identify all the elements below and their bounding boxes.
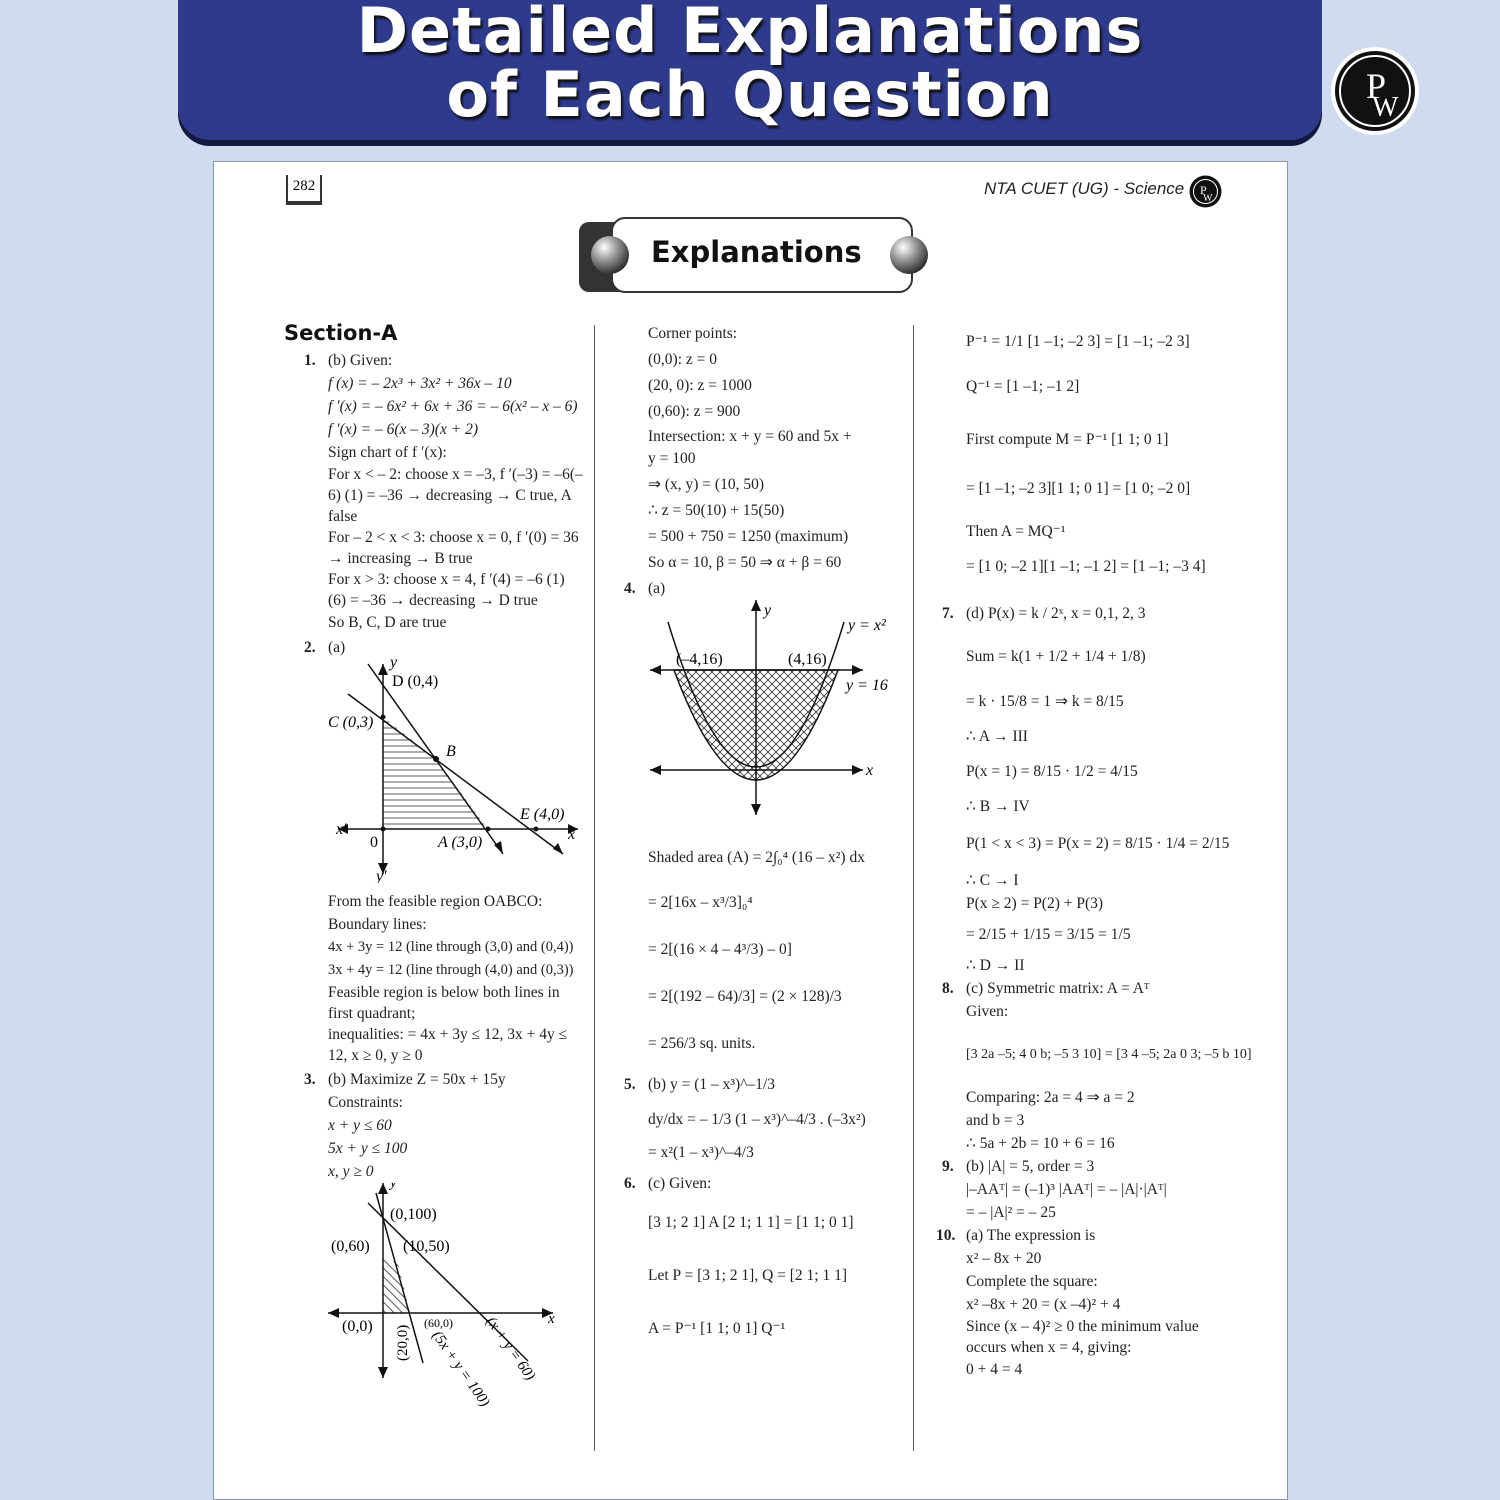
svg-text:P: P (1366, 66, 1387, 106)
q2-line: inequalities: = 4x + 3y ≤ 12, 3x + 4y ≤ 12, x ≥ 0, y ≥ 0 (328, 1026, 568, 1064)
q8-line: Comparing: 2a = 4 ⇒ a = 2 (966, 1089, 1135, 1106)
q4-axis-x: x (866, 762, 874, 779)
q3-point-10-50: (10,50) (403, 1238, 450, 1255)
q2-feasible-region-graph (328, 659, 586, 883)
q4-curve-label: y = x² (848, 617, 886, 634)
q8-line: [3 2a –5; 4 0 b; –5 3 10] = [3 4 –5; 2a 0 3; –5 b 10] (966, 1047, 1252, 1062)
q3-line: ∴ z = 50(10) + 15(50) (648, 502, 785, 519)
q3-line: Intersection: x + y = 60 and 5x + y = 100 (648, 428, 852, 467)
q6-block (624, 1172, 906, 1340)
q1-line: f ′(x) = – 6x² + 6x + 36 = – 6(x² – x – 6) (328, 398, 578, 415)
q3-number: 3. (304, 1071, 316, 1088)
q5-block (624, 1073, 906, 1164)
q4-axis-y: y (764, 602, 772, 619)
q10-block (936, 1224, 1236, 1381)
q6-number: 6. (624, 1175, 636, 1192)
column-divider-2 (913, 325, 914, 1451)
q4-line: Shaded area (A) = 2∫₀⁴ (16 – x²) dx (648, 849, 865, 866)
q7-line: P(x = 1) = 8/15 · 1/2 = 4/15 (966, 763, 1138, 780)
q7-line: ∴ D → II (966, 957, 1025, 974)
q8-line: (c) Symmetric matrix: A = Aᵀ (966, 980, 1150, 997)
q4-number: 4. (624, 580, 636, 597)
q1-line: Sign chart of f ′(x): (328, 444, 447, 461)
q10-number: 10. (936, 1227, 956, 1244)
page-number: 282 (286, 175, 322, 205)
q5-line: dy/dx = – 1/3 (1 – x³)^–4/3 . (–3x²) (648, 1111, 866, 1128)
q2-block (304, 636, 586, 1066)
q7-line: P(1 < x < 3) = P(x = 2) = 8/15 · 1/4 = 2/15 (966, 835, 1230, 852)
heading-text: Explanations (651, 235, 862, 269)
banner-title-line-1: Detailed Explanations (356, 0, 1144, 67)
q2-origin: 0 (370, 834, 378, 851)
svg-text:W: W (1372, 92, 1399, 123)
q3-axis-x: x (548, 1311, 555, 1327)
q3-line-label-1: (x + y = 60) (482, 1314, 539, 1384)
q6-line: Q⁻¹ = [1 –1; –1 2] (966, 378, 1080, 395)
q8-line: Given: (966, 1003, 1009, 1020)
q7-line: ∴ B → IV (966, 798, 1030, 815)
q3-point-0-0: (0,0) (342, 1318, 373, 1335)
q8-line: and b = 3 (966, 1112, 1025, 1129)
q3-line: (0,60): z = 900 (648, 403, 741, 420)
q7-line: = 2/15 + 1/15 = 3/15 = 1/5 (966, 926, 1131, 943)
q3-line: (20, 0): z = 1000 (648, 377, 752, 394)
q1-line: f ′(x) = – 6(x – 3)(x + 2) (328, 421, 478, 438)
q6-line: = [1 0; –2 1][1 –1; –1 2] = [1 –1; –3 4] (966, 558, 1206, 575)
q1-line: f (x) = – 2x³ + 3x² + 36x – 10 (328, 375, 512, 392)
q1-number: 1. (304, 352, 316, 369)
q2-axis-xprime: x′ (336, 821, 347, 838)
q3-block (304, 1068, 586, 1435)
q9-line: = – |A|² = – 25 (966, 1204, 1056, 1221)
q7-block (942, 602, 1236, 977)
q2-point-A: A (3,0) (438, 834, 483, 851)
explanations-heading (579, 217, 928, 293)
q1-line: For x > 3: choose x = 4, f ′(4) = –6 (1) (6) = –36 → decreasing → D true (328, 571, 565, 609)
q4-line: = 2[(16 × 4 – 4³/3) – 0] (648, 941, 792, 958)
heading-ball-right (890, 236, 928, 274)
q7-line: ∴ C → I (966, 872, 1019, 889)
q2-number: 2. (304, 639, 316, 656)
title-banner (178, 0, 1322, 140)
q7-line: = k · 15/8 = 1 ⇒ k = 8/15 (966, 693, 1124, 710)
q4-point-right: (4,16) (788, 651, 827, 668)
column-1 (284, 321, 586, 1435)
q10-line: Complete the square: (966, 1273, 1098, 1290)
q2-line: Feasible region is below both lines in first quadrant; (328, 984, 560, 1022)
q2-point-B: B (446, 743, 456, 760)
q10-line: 0 + 4 = 4 (966, 1361, 1023, 1378)
q4-block (624, 577, 906, 1055)
q6-line: First compute M = P⁻¹ [1 1; 0 1] (966, 431, 1169, 448)
column-3 (936, 322, 1252, 1381)
q2-point-C: C (0,3) (328, 714, 374, 731)
q7-number: 7. (942, 605, 954, 622)
q6-line: (c) Given: (648, 1175, 712, 1192)
q3-line: (0,0): z = 0 (648, 351, 718, 368)
q8-block (942, 977, 1252, 1155)
q2-axis-y: y (390, 659, 398, 671)
q3-line: Constraints: (328, 1094, 403, 1111)
q6-line: = [1 –1; –2 3][1 1; 0 1] = [1 0; –2 0] (966, 480, 1191, 497)
q6-line: [3 1; 2 1] A [2 1; 1 1] = [1 1; 0 1] (648, 1214, 854, 1231)
q2-axis-x: x (568, 826, 576, 843)
q10-line: x² – 8x + 20 (966, 1250, 1042, 1267)
q7-line: P(x ≥ 2) = P(2) + P(3) (966, 895, 1104, 912)
banner-title-line-2: of Each Question (446, 58, 1054, 131)
q9-block (942, 1155, 1236, 1224)
q1-line: So B, C, D are true (328, 614, 447, 631)
pw-logo-icon (1330, 46, 1420, 136)
pw-small-logo-icon (1189, 175, 1222, 208)
q3-point-20-0: (20,0) (395, 1324, 411, 1361)
q3-axis-y: y (390, 1183, 397, 1191)
q3-line-label-2: (5x + y = 100) (428, 1328, 493, 1410)
q3-line: 5x + y ≤ 100 (328, 1140, 408, 1157)
q6-line: Then A = MQ⁻¹ (966, 523, 1066, 540)
q10-line: (a) The expression is (966, 1227, 1096, 1244)
q9-line: |–AAᵀ| = (–1)³ |AAᵀ| = – |A|·|Aᵀ| (966, 1181, 1167, 1198)
svg-text:P: P (1200, 183, 1207, 197)
q4-line: = 256/3 sq. units. (648, 1035, 756, 1052)
q3-continued-block (648, 322, 906, 574)
q3-line: ⇒ (x, y) = (10, 50) (648, 476, 765, 493)
q8-line: ∴ 5a + 2b = 10 + 6 = 16 (966, 1135, 1115, 1152)
q5-line: = x²(1 – x³)^–4/3 (648, 1144, 754, 1161)
q3-point-0-60: (0,60) (331, 1238, 370, 1255)
q9-line: (b) |A| = 5, order = 3 (966, 1158, 1095, 1175)
q1-line: For x < – 2: choose x = –3, f ′(–3) = –6(–6) (1) = –36 → decreasing → C true, A false (328, 466, 583, 525)
q2-line: From the feasible region OABCO: (328, 893, 543, 910)
q2-axis-yprime: y′ (376, 868, 387, 883)
q4-line: = 2[(192 – 64)/3] = (2 × 128)/3 (648, 988, 842, 1005)
q6-line: P⁻¹ = 1/1 [1 –1; –2 3] = [1 –1; –2 3] (966, 333, 1190, 350)
q6-line: A = P⁻¹ [1 1; 0 1] Q⁻¹ (648, 1320, 786, 1337)
column-2 (624, 322, 906, 1340)
heading-ball-left (591, 236, 629, 274)
section-heading: Section-A (284, 321, 398, 345)
q3-line: = 500 + 750 = 1250 (maximum) (648, 528, 849, 545)
q2-point-E: E (4,0) (520, 806, 565, 823)
q5-number: 5. (624, 1076, 636, 1093)
q4-point-left: (–4,16) (676, 651, 723, 668)
q3-line: Corner points: (648, 325, 738, 342)
q2-answer: (a) (328, 639, 346, 656)
q7-line: Sum = k(1 + 1/2 + 1/4 + 1/8) (966, 648, 1146, 665)
q4-line: = 2[16x – x³/3]₀⁴ (648, 894, 753, 911)
q2-point-D: D (0,4) (392, 673, 439, 690)
q5-line: (b) y = (1 – x³)^–1/3 (648, 1076, 775, 1093)
q6-line: Let P = [3 1; 2 1], Q = [2 1; 1 1] (648, 1267, 848, 1284)
running-head: NTA CUET (UG) - Science (984, 179, 1185, 198)
q9-number: 9. (942, 1158, 954, 1175)
svg-text:W: W (1203, 193, 1213, 204)
q3-point-0-100: (0,100) (390, 1206, 437, 1223)
q3-line: So α = 10, β = 50 ⇒ α + β = 60 (648, 554, 842, 571)
q3-feasible-region-graph (328, 1183, 586, 1428)
q6-continued-block (966, 330, 1236, 578)
q7-line: (d) P(x) = k / 2ˣ, x = 0,1, 2, 3 (966, 605, 1146, 622)
q2-line: 3x + 4y = 12 (line through (4,0) and (0,3)) (328, 962, 574, 978)
q1-line: For – 2 < x < 3: choose x = 0, f ′(0) = 36 → increasing → B true (328, 529, 579, 567)
column-divider-1 (594, 325, 595, 1451)
q1-block (304, 349, 586, 634)
textbook-page (213, 161, 1288, 1500)
q2-line: Boundary lines: (328, 916, 427, 933)
q3-line: x, y ≥ 0 (328, 1163, 374, 1180)
q3-point-60-0: (60,0) (424, 1316, 453, 1330)
q4-parabola-graph (648, 600, 906, 825)
q8-number: 8. (942, 980, 954, 997)
q4-answer: (a) (648, 580, 666, 597)
q10-line: x² –8x + 20 = (x –4)² + 4 (966, 1296, 1121, 1313)
q10-line: Since (x – 4)² ≥ 0 the minimum value occurs when x = 4, giving: (966, 1318, 1199, 1356)
q7-line: ∴ A → III (966, 728, 1028, 745)
q3-line: x + y ≤ 60 (328, 1117, 392, 1134)
q3-line: (b) Maximize Z = 50x + 15y (328, 1071, 506, 1088)
q4-line-label: y = 16 (846, 677, 888, 694)
q2-line: 4x + 3y = 12 (line through (3,0) and (0,4)) (328, 939, 574, 955)
q1-line: (b) Given: (328, 352, 393, 369)
